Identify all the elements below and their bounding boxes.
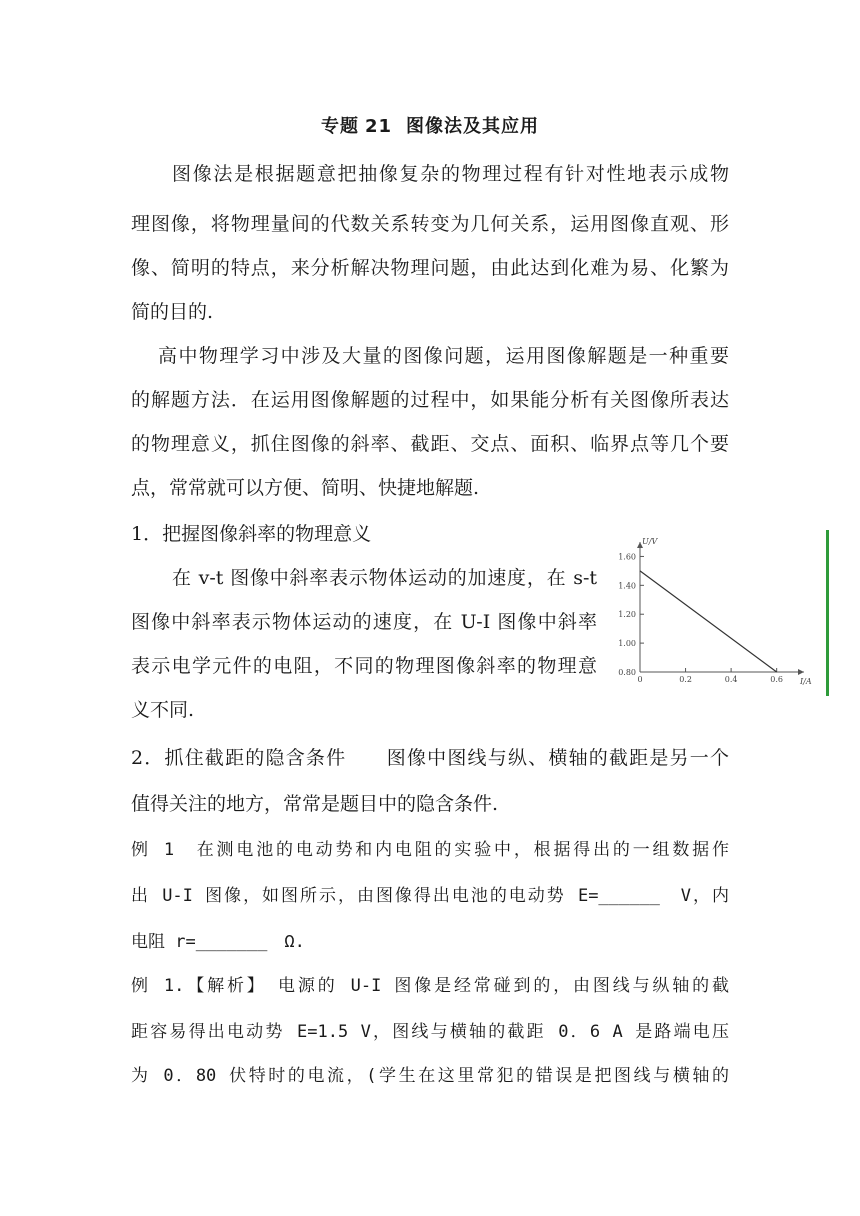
- section2-line-2: 值得关注的地方，常常是题目中的隐含条件.: [131, 793, 499, 815]
- para2-line-1: 高中物理学习中涉及大量的图像问题，运用图像解题是一种重要: [158, 345, 729, 367]
- section2-line-1: 2．抓住截距的隐含条件 图像中图线与纵、横轴的截距是另一个: [131, 747, 729, 769]
- x-tick-label: 0: [637, 675, 643, 684]
- x-axis-arrow: [798, 669, 804, 675]
- x-axis-label: I/A: [800, 677, 812, 686]
- margin-green-bar: [826, 530, 829, 696]
- series-line: [640, 571, 777, 672]
- example1-line-2: 出 U-I 图像，如图所示，由图像得出电池的电动势 E=______ V，内: [131, 886, 729, 906]
- analysis-line-2: 距容易得出电动势 E=1.5 V，图线与横轴的截距 0．6 A 是路端电压: [131, 1022, 729, 1042]
- title-number: 21: [364, 116, 393, 137]
- section1-line-4: 义不同.: [131, 699, 195, 721]
- analysis-line-1: 例 1.【解析】 电源的 U-I 图像是经常碰到的，由图线与纵轴的截: [131, 976, 729, 996]
- y-tick-label: 1.20: [618, 610, 636, 620]
- section1-heading: 1．把握图像斜率的物理意义: [131, 523, 372, 545]
- intro-line-3: 像、简明的特点，来分析解决物理问题，由此达到化难为易、化繁为: [131, 257, 729, 279]
- intro-line-1: 图像法是根据题意把抽像复杂的物理过程有针对性地表示成物: [172, 163, 729, 185]
- analysis-line-3: 为 0．80 伏特时的电流，(学生在这里常犯的错误是把图线与横轴的: [131, 1066, 729, 1086]
- x-tick-label: 0.2: [679, 675, 692, 684]
- example1-line-3: 电阻 r=_______ Ω.: [131, 932, 305, 952]
- document-title: [0, 112, 860, 138]
- example1-line-1: 例 1 在测电池的电动势和内电阻的实验中，根据得出的一组数据作: [131, 840, 729, 860]
- section1-line-3: 表示电学元件的电阻，不同的物理图像斜率的物理意: [131, 655, 597, 677]
- title-main: 图像法及其应用: [406, 116, 540, 137]
- y-tick-label: 1.60: [618, 552, 636, 562]
- intro-line-2: 理图像，将物理量间的代数关系转变为几何关系，运用图像直观、形: [131, 213, 729, 235]
- y-tick-label: 0.80: [618, 668, 636, 677]
- intro-line-4: 简的目的.: [131, 301, 214, 323]
- y-tick-label: 1.00: [618, 639, 636, 649]
- section1-line-1: 在 v-t 图像中斜率表示物体运动的加速度，在 s-t: [172, 567, 597, 589]
- para2-line-3: 的物理意义，抓住图像的斜率、截距、交点、面积、临界点等几个要: [131, 433, 729, 455]
- ui-chart: [604, 532, 824, 692]
- para2-line-2: 的解题方法．在运用图像解题的过程中，如果能分析有关图像所表达: [131, 389, 729, 411]
- x-tick-label: 0.6: [770, 675, 784, 684]
- y-axis-label: U/V: [642, 537, 658, 546]
- x-tick-label: 0.4: [724, 675, 738, 684]
- para2-line-4: 点，常常就可以方便、简明、快捷地解题.: [131, 477, 480, 499]
- y-tick-label: 1.40: [618, 581, 636, 591]
- section1-line-2: 图像中斜率表示物体运动的速度，在 U-I 图像中斜率: [131, 611, 597, 633]
- title-prefix: 专题: [320, 116, 359, 137]
